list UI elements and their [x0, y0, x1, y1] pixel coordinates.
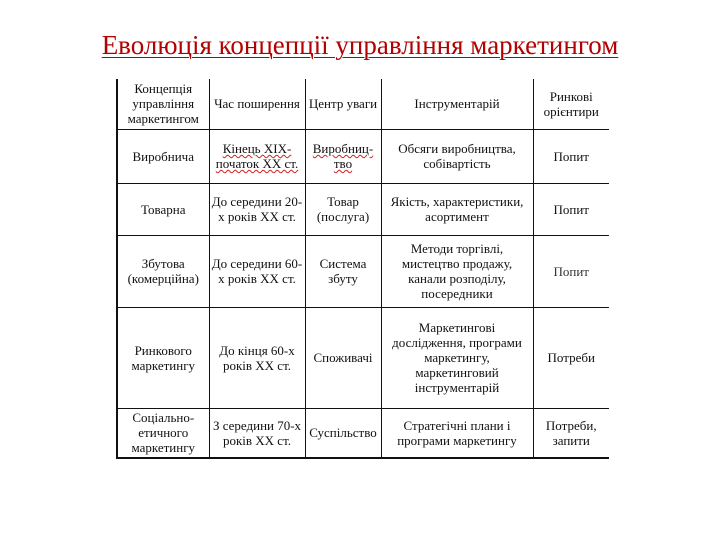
cell-focus: Споживачі: [305, 307, 381, 408]
cell-focus: Система збуту: [305, 235, 381, 307]
header-focus: Центр уваги: [305, 79, 381, 129]
table-header-row: [117, 79, 609, 129]
cell-focus: Суспільство: [305, 408, 381, 458]
cell-concept: Збутова (комерційна): [117, 235, 209, 307]
table-row: [117, 235, 609, 307]
header-time: Час поширення: [209, 79, 305, 129]
cell-tools: Методи торгівлі, мистецтво продажу, канали розподілу, посередники: [381, 235, 533, 307]
cell-time: До кінця 60-х років ХХ ст.: [209, 307, 305, 408]
cell-time: Кінець ХІХ-початок ХХ ст.: [209, 129, 305, 183]
header-tools: Інструментарій: [381, 79, 533, 129]
cell-concept: Виробнича: [117, 129, 209, 183]
cell-time: З середини 70-х років ХХ ст.: [209, 408, 305, 458]
cell-concept: Ринкового маркетингу: [117, 307, 209, 408]
cell-concept: Соціально-етичного маркетингу: [117, 408, 209, 458]
cell-concept: Товарна: [117, 183, 209, 235]
cell-orientation: Попит: [533, 235, 609, 307]
table-row: [117, 129, 609, 183]
cell-tools: Стратегічні плани і програми маркетингу: [381, 408, 533, 458]
table-row: [117, 408, 609, 458]
cell-orientation: Потреби, запити: [533, 408, 609, 458]
header-concept: Концепція управління маркетингом: [117, 79, 209, 129]
cell-tools: Обсяги виробництва, собівартість: [381, 129, 533, 183]
cell-orientation: Попит: [533, 129, 609, 183]
cell-focus: Товар (послуга): [305, 183, 381, 235]
cell-orientation: Попит: [533, 183, 609, 235]
cell-orientation: Потреби: [533, 307, 609, 408]
cell-time: До середини 20-х років ХХ ст.: [209, 183, 305, 235]
cell-time: До середини 60-х років ХХ ст.: [209, 235, 305, 307]
marketing-concepts-table: [116, 79, 609, 459]
table-row: [117, 307, 609, 408]
cell-tools: Якість, характеристики, асортимент: [381, 183, 533, 235]
table-row: [117, 183, 609, 235]
slide-title: Еволюція концепції управління маркетингом: [101, 30, 619, 60]
header-orientation: Ринкові орієнтири: [533, 79, 609, 129]
cell-tools: Маркетингові дослідження, програми маркетингу, маркетинговий інструментарій: [381, 307, 533, 408]
cell-focus: Виробниц-тво: [305, 129, 381, 183]
